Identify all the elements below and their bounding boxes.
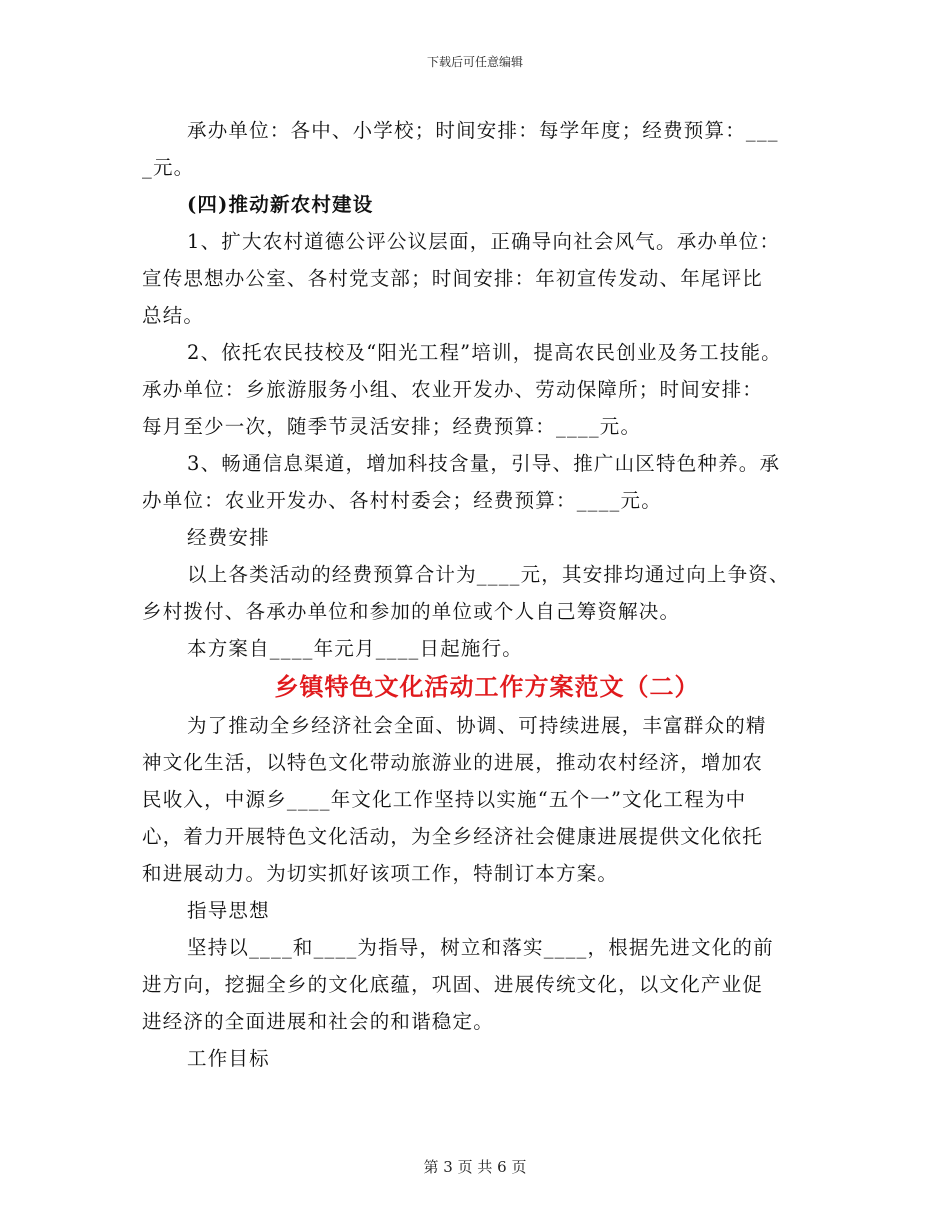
paragraph-line: 心，着力开展特色文化活动，为全乡经济社会健康进展提供文化依托 xyxy=(142,825,764,848)
paragraph-line: 为了推动全乡经济社会全面、协调、可持续进展，丰富群众的精 xyxy=(187,714,767,737)
page-header: 下载后可任意编辑 xyxy=(426,55,523,69)
paragraph-line: 承办单位：各中、小学校；时间安排：每学年度；经费预算：___ xyxy=(187,119,779,142)
page-footer: 第 3 页 共 6 页 xyxy=(423,1158,527,1176)
paragraph-line: 本方案自____年元月____日起施行。 xyxy=(187,637,524,660)
paragraph-line: 进方向，挖掘全乡的文化底蕴，巩固、进展传统文化，以文化产业促 xyxy=(142,973,764,996)
paragraph-line: 坚持以____和____为指导，树立和落实____，根据先进文化的前 xyxy=(187,936,774,959)
paragraph-line: 2、依托农民技校及“阳光工程”培训，提高农民创业及务工技能。 xyxy=(187,341,782,364)
paragraph-line: 1、扩大农村道德公评公议层面，正确导向社会风气。承办单位： xyxy=(187,230,781,253)
subheading: 工作目标 xyxy=(187,1047,270,1070)
paragraph-line: 3、畅通信息渠道，增加科技含量，引导、推广山区特色种养。承 xyxy=(187,452,781,475)
paragraph-line: 承办单位：乡旅游服务小组、农业开发办、劳动保障所；时间安排： xyxy=(142,378,764,401)
document-title: 乡镇特色文化活动工作方案范文（二） xyxy=(274,673,700,701)
paragraph-line: 总结。 xyxy=(142,304,205,327)
paragraph-line: 以上各类活动的经费预算合计为____元，其安排均通过向上争资、 xyxy=(187,563,790,586)
subheading: 经费安排 xyxy=(187,526,270,549)
subheading: 指导思想 xyxy=(187,899,270,922)
paragraph-line: _元。 xyxy=(142,156,195,179)
paragraph-line: 进经济的全面进展和社会的和谐稳定。 xyxy=(142,1010,494,1033)
paragraph-line: 宣传思想办公室、各村党支部；时间安排：年初宣传发动、年尾评比 xyxy=(142,267,764,290)
document-body xyxy=(142,112,818,1077)
paragraph-line: 和进展动力。为切实抓好该项工作，特制订本方案。 xyxy=(142,862,619,885)
paragraph-line: 每月至少一次，随季节灵活安排；经费预算：____元。 xyxy=(142,415,642,438)
section-heading: (四)推动新农村建设 xyxy=(187,193,374,216)
paragraph-line: 乡村拨付、各承办单位和参加的单位或个人自己筹资解决。 xyxy=(142,600,681,623)
paragraph-line: 办单位：农业开发办、各村村委会；经费预算：____元。 xyxy=(142,489,662,512)
paragraph-line: 民收入，中源乡____年文化工作坚持以实施“五个一”文化工程为中 xyxy=(142,788,747,811)
paragraph-line: 神文化生活，以特色文化带动旅游业的进展，推动农村经济，增加农 xyxy=(142,751,764,774)
